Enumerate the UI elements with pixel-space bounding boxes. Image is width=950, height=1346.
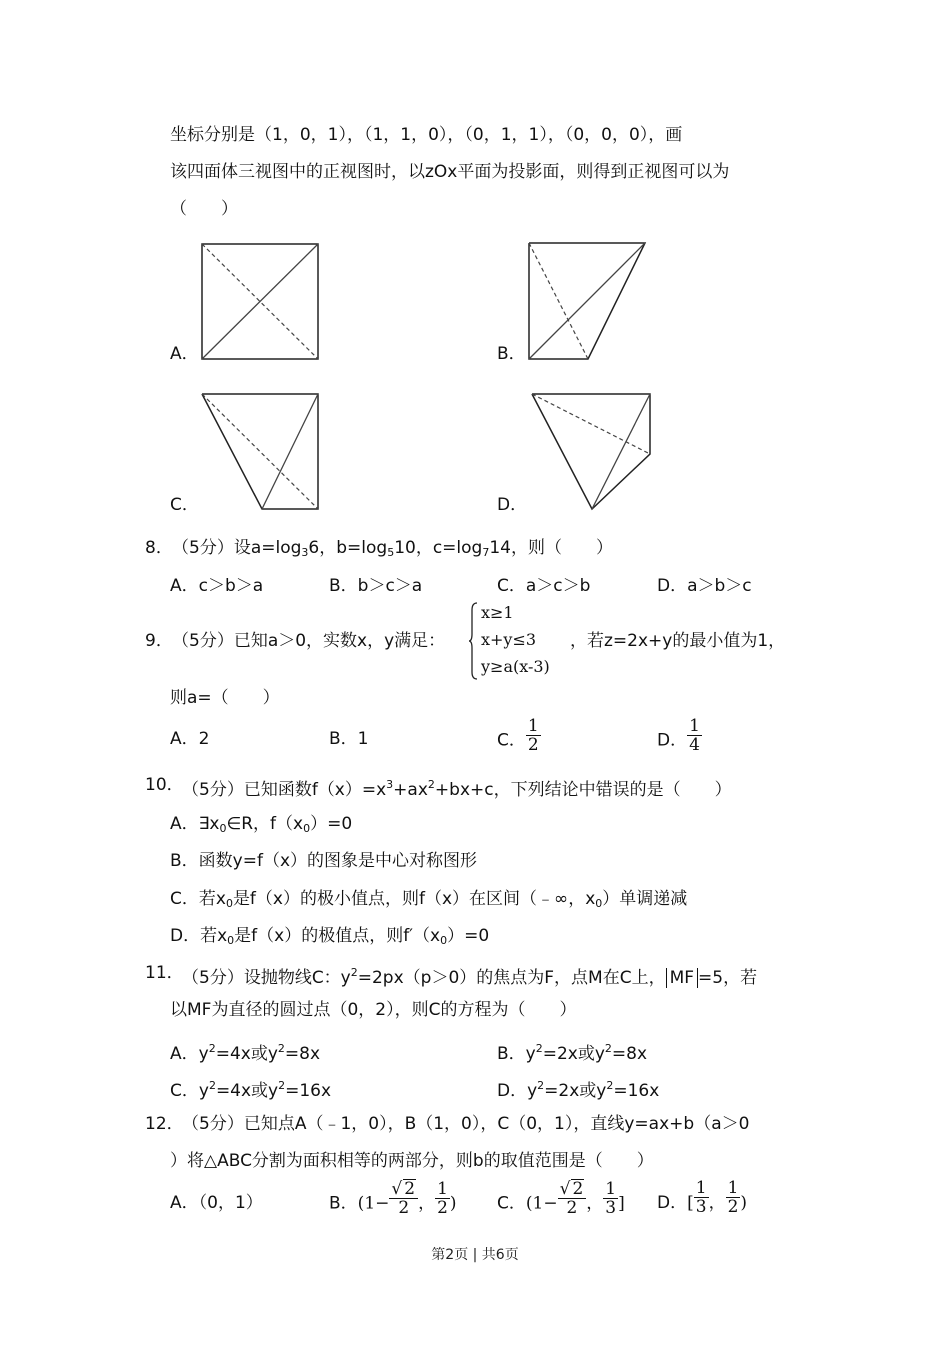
- q12-option-d[interactable]: [657, 1178, 748, 1217]
- frac-den: 3: [695, 1197, 707, 1217]
- frac-den: 2: [398, 1198, 410, 1218]
- t: C．若x: [170, 889, 226, 909]
- q8-text-b: 6，b=log: [308, 538, 388, 558]
- q10-sup-2: 2: [427, 778, 435, 791]
- bracket: [: [687, 1193, 694, 1213]
- t: −: [543, 1193, 558, 1214]
- frac-den: 3: [605, 1197, 617, 1218]
- s: 2: [604, 1042, 612, 1055]
- q8-sub-1: 3: [301, 546, 309, 559]
- t: =8x: [284, 1044, 321, 1064]
- question-9-line-2: 则a=（ ）: [170, 688, 280, 708]
- t: =4x或y: [215, 1044, 278, 1064]
- question-11-number: 11．: [145, 963, 184, 983]
- question-9-stem: （5分）已知a＞0，实数x，y满足：: [172, 631, 446, 651]
- s: 0: [227, 934, 235, 947]
- fraction-one-third: [603, 1180, 618, 1217]
- intro-line-1: 坐标分别是（1，0，1），（1，1，0），（0，1，1），（0，0，0），画: [170, 125, 683, 145]
- intro-line-2: 该四面体三视图中的正视图时，以zOx平面为投影面，则得到正视图可以为: [170, 162, 730, 182]
- q8-sub-2: 5: [387, 546, 395, 559]
- t: D．若x: [170, 926, 228, 946]
- s: 0: [219, 822, 227, 835]
- fraction-root2-over-2: [389, 1179, 418, 1217]
- s: 0: [303, 822, 311, 835]
- t: =8x: [611, 1044, 648, 1064]
- s: 2: [277, 1042, 285, 1055]
- s: 2: [278, 1079, 286, 1092]
- t: B．y: [497, 1044, 536, 1064]
- abs-mf: MF: [666, 968, 698, 988]
- t: C．y: [170, 1081, 209, 1101]
- q10-option-c[interactable]: [170, 887, 687, 916]
- q9-option-a[interactable]: A．2: [170, 729, 210, 749]
- t: （5分）设抛物线C：y: [182, 968, 351, 988]
- q9-option-d[interactable]: [657, 716, 702, 755]
- fraction-one-half: [726, 1179, 741, 1216]
- t: 是f（x）的极小值点，则f（x）在区间（﹣∞，x: [232, 889, 596, 909]
- system-brace: [468, 602, 478, 680]
- t: =16x: [285, 1081, 332, 1101]
- frac-num: 1: [695, 1178, 707, 1198]
- q8-text-d: 14，则（ ）: [489, 538, 613, 558]
- label: B．: [329, 1193, 358, 1214]
- frac-den: 2: [437, 1197, 448, 1218]
- q8-option-a[interactable]: A．c＞b＞a: [170, 576, 264, 596]
- paren: (: [357, 1193, 365, 1214]
- q12-option-c[interactable]: [497, 1178, 625, 1218]
- frac-num: 1: [437, 1178, 448, 1199]
- t: ）=0: [310, 814, 353, 834]
- frac-den: 2: [727, 1197, 739, 1217]
- q8-option-d[interactable]: D．a＞b＞c: [657, 576, 752, 596]
- radicand: 2: [572, 1179, 584, 1199]
- frac-den: 4: [689, 735, 700, 755]
- fraction-root2-over-2: [558, 1179, 587, 1217]
- q10-option-d[interactable]: [170, 924, 489, 953]
- paren: ): [449, 1193, 457, 1214]
- t: =16x: [613, 1081, 660, 1101]
- s: 0: [225, 897, 233, 910]
- frac-num: √ 2: [558, 1179, 587, 1199]
- s: 0: [440, 934, 448, 947]
- question-8-stem: [172, 536, 613, 565]
- question-12-line-2: ）将△ABC分割为面积相等的两部分，则b的取值范围是（ ）: [170, 1151, 654, 1171]
- s: 2: [537, 1079, 545, 1092]
- q8-option-b[interactable]: B．b＞c＞a: [329, 576, 423, 596]
- s: 2: [208, 1079, 216, 1092]
- t: =4x或y: [215, 1081, 279, 1101]
- question-10-number: 10．: [145, 775, 184, 795]
- option-a-label[interactable]: A．: [170, 344, 199, 364]
- frac-num: 1: [689, 716, 700, 736]
- q10-sup-1: 3: [386, 778, 394, 791]
- radicand: 2: [404, 1179, 416, 1199]
- s: 2: [350, 966, 358, 979]
- fraction-one-third: [694, 1179, 709, 1216]
- t: ∈R，f（x: [226, 814, 304, 834]
- system-inequality-3: y≥a(x-3): [481, 657, 550, 676]
- question-10-stem: [182, 773, 732, 802]
- t: =2px（p＞0）的焦点为F，点M在C上，: [357, 968, 666, 988]
- q8-text-a: （5分）设a=log: [172, 538, 302, 558]
- q8-text-c: 10，c=log: [394, 538, 483, 558]
- q10-text-b: +ax: [393, 780, 428, 800]
- s: 2: [606, 1079, 614, 1092]
- frac-num: 1: [727, 1178, 739, 1198]
- question-12-number: 12．: [145, 1114, 184, 1134]
- q10-option-b[interactable]: B．函数y=f（x）的图象是中心对称图形: [170, 851, 478, 871]
- q11-option-d[interactable]: [497, 1074, 659, 1103]
- s: 2: [208, 1042, 216, 1055]
- q12-option-a[interactable]: A．（0，1）: [170, 1193, 263, 1213]
- q10-option-a[interactable]: [170, 812, 352, 841]
- t: 1: [364, 1193, 376, 1214]
- t: 1: [532, 1193, 544, 1214]
- t: ）单调递减: [602, 889, 688, 909]
- intro-line-3: （ ）: [170, 199, 238, 219]
- frac-den: 2: [566, 1198, 578, 1218]
- paren: (: [525, 1193, 533, 1214]
- q11-option-c[interactable]: [170, 1074, 331, 1103]
- q10-text-a: （5分）已知函数f（x）=x: [182, 780, 387, 800]
- t: =5，若: [698, 968, 758, 988]
- question-12-line-1: （5分）已知点A（﹣1，0），B（1，0），C（0，1），直线y=ax+b（a＞0: [182, 1114, 750, 1134]
- question-11-line-2: 以MF为直径的圆过点（0，2），则C的方程为（ ）: [170, 1000, 577, 1020]
- s: 2: [535, 1042, 543, 1055]
- t: D．y: [497, 1081, 538, 1101]
- t: 是f（x）的极值点，则f′（x: [234, 926, 441, 946]
- q9-option-b[interactable]: B．1: [329, 729, 369, 749]
- question-11-stem: [182, 961, 757, 990]
- t: −: [375, 1193, 390, 1214]
- question-8-number: 8．: [145, 538, 173, 558]
- t: =2x或y: [542, 1044, 605, 1064]
- option-c-label[interactable]: C．: [170, 495, 199, 515]
- figure-option-b: [524, 238, 652, 364]
- label: C．: [497, 1193, 526, 1214]
- frac-den: 2: [527, 735, 539, 755]
- t: ）=0: [447, 926, 490, 946]
- t: ，: [418, 1193, 436, 1214]
- question-9-stem-tail: ，若z=2x+y的最小值为1，: [570, 631, 786, 651]
- frac-num: √ 2: [389, 1179, 418, 1199]
- q12-option-b[interactable]: [329, 1178, 457, 1218]
- paren: ): [740, 1193, 748, 1213]
- t: A．∃x: [170, 814, 220, 834]
- figure-option-c: [196, 388, 326, 514]
- label: D．: [657, 1193, 688, 1213]
- option-b-label[interactable]: B．: [497, 344, 526, 364]
- q9-option-d-label: D．: [657, 730, 688, 751]
- fraction-one-half: [435, 1180, 450, 1217]
- system-inequality-2: x+y≤3: [481, 630, 537, 649]
- q11-option-b[interactable]: [497, 1037, 647, 1066]
- system-inequality-1: x≥1: [481, 603, 514, 622]
- fraction-one-half: [526, 717, 541, 754]
- q9-option-c-label: C．: [497, 730, 526, 751]
- option-d-label[interactable]: D．: [497, 495, 528, 515]
- frac-num: 1: [527, 716, 539, 736]
- fraction-one-quarter: [687, 717, 702, 754]
- q9-option-c[interactable]: [497, 716, 541, 755]
- q8-sub-3: 7: [482, 546, 490, 559]
- question-9-number: 9．: [145, 631, 173, 651]
- t: ，: [586, 1193, 604, 1214]
- t: =2x或y: [544, 1081, 607, 1101]
- t: A．y: [170, 1044, 209, 1064]
- bracket: ]: [618, 1193, 625, 1214]
- page-footer: 第2页 | 共6页: [431, 1247, 519, 1263]
- q10-text-c: +bx+c，下列结论中错误的是（ ）: [434, 780, 732, 800]
- s: 0: [595, 897, 603, 910]
- t: ，: [708, 1193, 726, 1213]
- figure-option-d: [526, 388, 656, 514]
- figure-option-a: [196, 238, 326, 364]
- q8-option-c[interactable]: C．a＞c＞b: [497, 576, 591, 596]
- frac-num: 1: [605, 1178, 617, 1199]
- q11-option-a[interactable]: [170, 1037, 320, 1066]
